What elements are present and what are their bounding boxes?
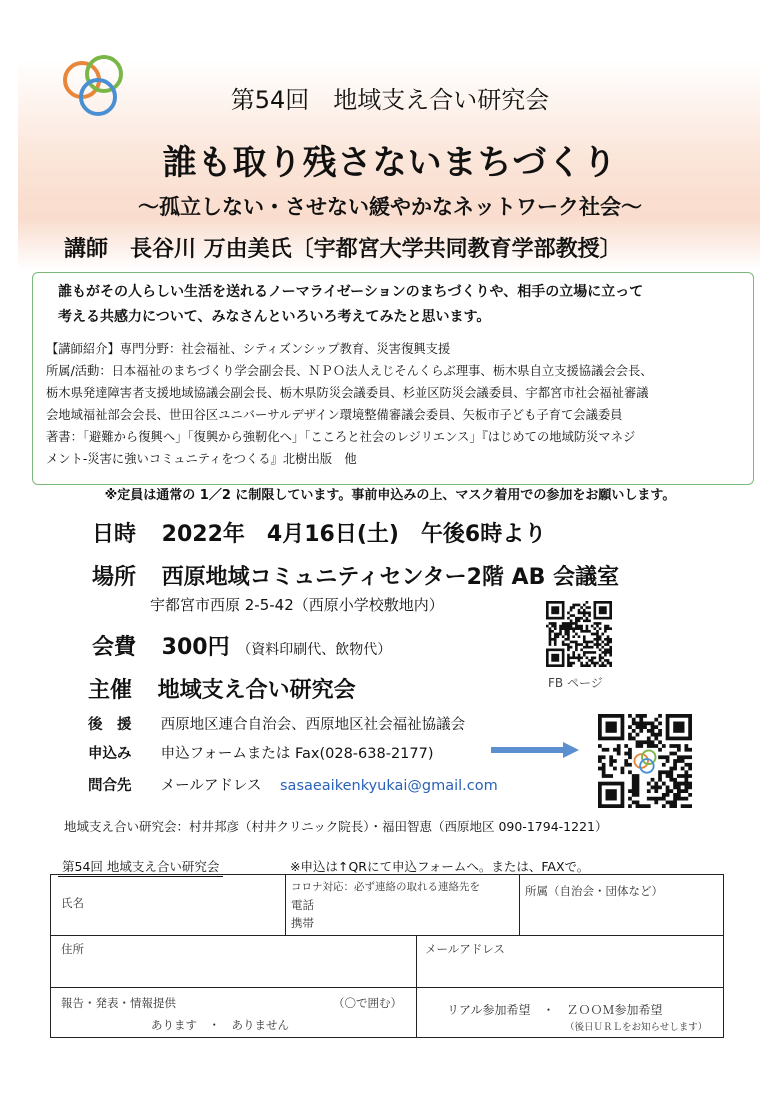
intro-line-2: 考える共感力について、みなさんといろいろ考えてみたと思います。 <box>58 309 491 325</box>
form-heading: 第54回 地域支え合い研究会 <box>58 857 223 877</box>
date-label: 日時 <box>92 522 137 547</box>
place-value: 西原地域コミュニティセンター2階 AB 会議室 <box>161 565 620 590</box>
host-row <box>88 673 356 704</box>
form-address-field[interactable]: 住所 <box>61 942 84 956</box>
form-url-note: （後日ＵＲＬをお知らせします） <box>565 1022 708 1033</box>
place-row <box>92 560 619 591</box>
inquiry-value: メールアドレス <box>160 778 262 794</box>
form-corona-note: コロナ対応：必ず連絡の取れる連絡先を <box>291 881 480 893</box>
apply-label: 申込み <box>88 746 132 762</box>
support-value: 西原地区連合自治会、西原地区社会福祉協議会 <box>160 717 466 733</box>
host-value: 地域支え合い研究会 <box>157 678 356 703</box>
place-label: 場所 <box>92 565 137 590</box>
fee-label: 会費 <box>92 635 137 660</box>
host-label: 主催 <box>88 678 133 703</box>
fb-caption: FB ページ <box>548 676 603 690</box>
inquiry-label: 問合先 <box>88 778 132 794</box>
date-row <box>92 517 546 548</box>
form-report-choice[interactable]: あります ・ ありません <box>151 1018 289 1032</box>
form-mobile-field[interactable]: 携帯 <box>291 916 314 930</box>
form-attendance-choice[interactable]: リアル参加希望 ・ ＺＯＯＭ参加希望 <box>447 1003 663 1017</box>
application-qr-code[interactable] <box>598 714 692 808</box>
bio-line: メント-災害に強いコミュニティをつくる』北樹出版 他 <box>46 452 357 466</box>
bio-line: 会地域福祉部会会長、世田谷区ユニバーサルデザイン環境整備審議会委員、矢板市子ども子育て会議委員 <box>46 408 623 422</box>
page-subtitle: 〜孤立しない・させない緩やかなネットワーク社会〜 <box>138 195 642 219</box>
capacity-notice: ※定員は通常の 1／2 に制限しています。事前申込みの上、マスク着用での参加をお願いします。 <box>104 488 676 503</box>
support-label: 後 援 <box>88 717 132 733</box>
bio-line: 著書：「避難から復興へ」「復興から強靭化へ」「こころと社会のレジリエンス」『はじめての地域防災マネジ <box>46 430 636 444</box>
support-row <box>88 713 465 734</box>
form-name-field[interactable]: 氏名 <box>61 896 84 910</box>
inquiry-row <box>88 774 498 795</box>
bio-line: 栃木県発達障害者支援地域協議会副会長、栃木県防災会議委員、杉並区防災会議委員、宇都宮市社会福祉審議 <box>46 386 649 400</box>
arrow-right-icon <box>491 742 579 758</box>
form-report-label: 報告・発表・情報提供 <box>61 996 176 1010</box>
form-circle-note: （〇で囲む） <box>333 996 402 1010</box>
fb-qr-code[interactable] <box>545 601 613 667</box>
bio-line: 所属/活動：日本福祉のまちづくり学会副会長、ＮＰＯ法人えじそんくらぶ理事、栃木県自立支援協議会会長、 <box>46 364 653 378</box>
fee-row <box>92 630 391 661</box>
email-link[interactable]: sasaeaikenkyukai@gmail.com <box>280 778 498 794</box>
contact-line: 地域支え合い研究会：村井邦彦（村井クリニック院長）・福田智恵（西原地区 090-1794-1221） <box>64 819 608 834</box>
fee-note: （資料印刷代、飲物代） <box>237 642 392 658</box>
date-value: 2022年 4月16日(土) 午後6時より <box>161 522 547 547</box>
lecturer-line: 講師 長谷川 万由美氏〔宇都宮大学共同教育学部教授〕 <box>64 237 622 262</box>
form-phone-field[interactable]: 電話 <box>291 898 314 912</box>
apply-row <box>88 742 434 763</box>
address-line: 宇都宮市西原 2-5-42（西原小学校敷地内） <box>150 596 444 614</box>
form-affiliation-field[interactable]: 所属（自治会・団体など） <box>525 884 663 898</box>
intro-line-1: 誰もがその人らしい生活を送れるノーマライゼーションのまちづくりや、相手の立場に立って <box>58 284 644 300</box>
lecturer-bio <box>46 338 746 470</box>
apply-value: 申込フォームまたは Fax(028-638-2177) <box>160 746 434 762</box>
bio-line: 【講師紹介】専門分野：社会福祉、シティズンシップ教育、災害復興支援 <box>46 342 451 356</box>
edition-heading: 第54回 地域支え合い研究会 <box>230 86 550 114</box>
page-title: 誰も取り残さないまちづくり <box>162 143 618 183</box>
form-email-field[interactable]: メールアドレス <box>425 942 505 956</box>
form-instruction: ※申込は↑QRにて申込フォームへ。または、FAXで。 <box>290 859 590 874</box>
fee-value: 300円 <box>161 635 230 660</box>
intro-text <box>58 280 738 330</box>
application-form <box>50 874 724 1038</box>
